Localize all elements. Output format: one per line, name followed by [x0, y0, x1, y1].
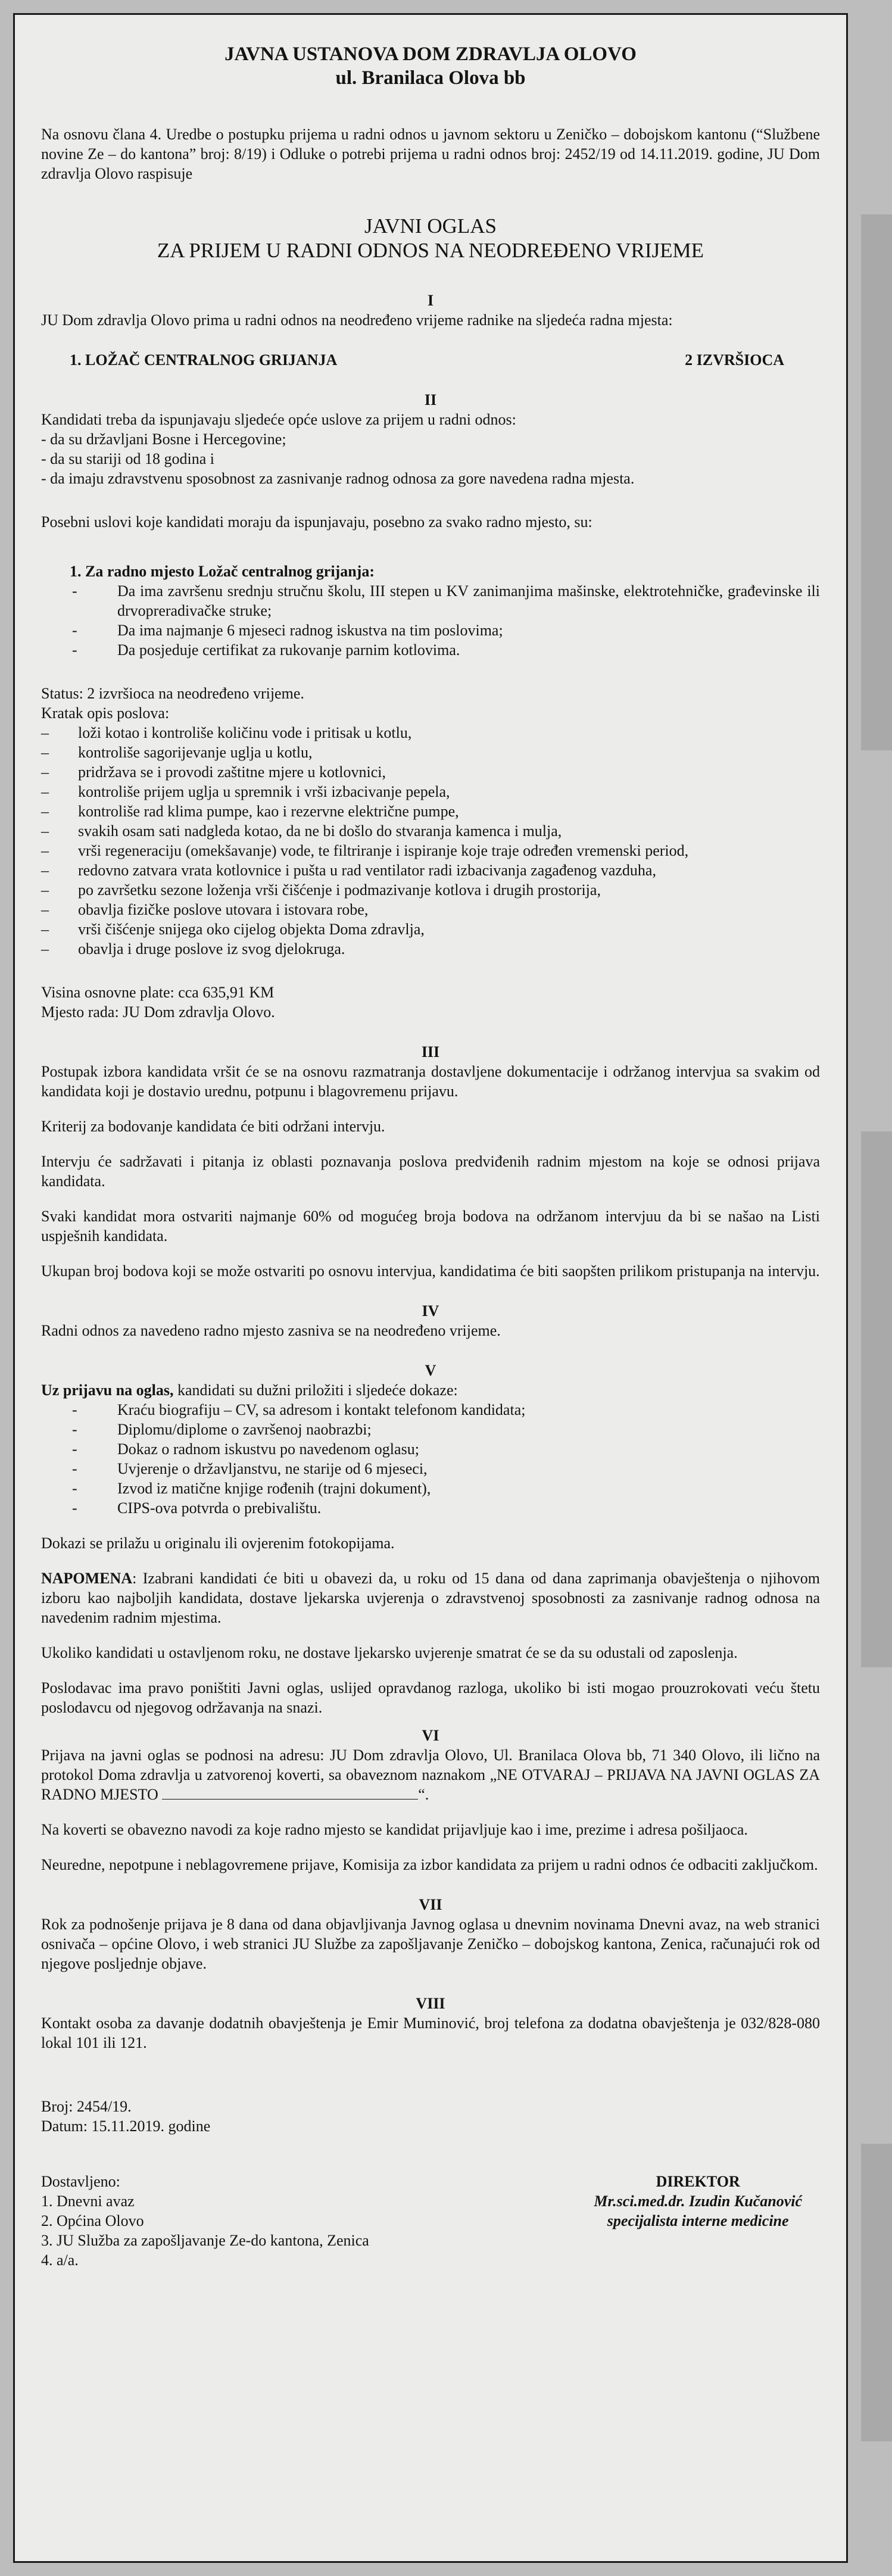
duty-item: – kontroliše prijem uglja u spremnik i vrši izbacivanje pepela, [41, 782, 820, 802]
section-1-text: JU Dom zdravlja Olovo prima u radni odnos na neodređeno vrijeme radnike na sljedeća radna mjesta: [41, 311, 673, 329]
rejection-note: Neuredne, nepotpune i neblagovremene prijave, Komisija za izbor kandidata za prijem u radni odnos će odbaciti zaključkom. [41, 1856, 818, 1873]
submission-address-end: “. [418, 1786, 429, 1803]
duties-list [41, 723, 820, 959]
position-blank-line [162, 1786, 418, 1800]
status-text: Status: 2 izvršioca na neodređeno vrijeme. [41, 685, 304, 702]
special-conditions-intro: Posebni uslovi koje kandidati moraju da ispunjavaju, posebno za svako radno mjesto, su: [41, 513, 592, 531]
required-document: - Uvjerenje o državljanstvu, ne starije od 6 mjeseci, [41, 1459, 820, 1479]
withdrawal-note: Ukoliko kandidati u ostavljenom roku, ne dostave ljekarsko uvjerenje smatrat će se da su odustali od zaposlenja. [41, 1644, 738, 1661]
section-number-5: V [425, 1362, 436, 1379]
interview-content: Intervju će sadržavati i pitanja iz oblasti poznavanja poslova predviđenih radnim mjestom na koje se odnosi prijava kandidata. [41, 1153, 820, 1190]
distribution-block [41, 2172, 369, 2270]
required-document: - Diplomu/diplome o završenoj naobrazbi; [41, 1420, 820, 1439]
special-condition: - Da ima završenu srednju stručnu školu, III stepen u KV zanimanjima mašinske, elektrotehničke, građevinske ili drvopreradivačke struke; [41, 581, 820, 620]
adjacent-page-bleed-top [861, 214, 892, 750]
submission-address-text: Prijava na javni oglas se podnosi na adresu: JU Dom zdravlja Olovo, Ul. Branilaca Olova bb, 71 340 Olovo, ili lično na protokol Doma zdravlja u zatvorenoj koverti, sa obaveznom naznakom „NE OTVARAJ – PRIJAVA NA JAVNI OGLAS ZA RADNO MJESTO [41, 1747, 820, 1803]
distribution-heading: Dostavljeno: [41, 2173, 120, 2190]
pass-threshold: Svaki kandidat mora ostvariti najmanje 60% od mogućeg broja bodova na održanom intervjuu da bi se našao na Listi uspješnih kandidata. [41, 1208, 820, 1245]
documents-originals-note: Dokazi se prilažu u originalu ili ovjerenim fotokopijama. [41, 1535, 395, 1552]
section-2-text: Kandidati treba da ispunjavaju sljedeće opće uslove za prijem u radni odnos: [41, 411, 516, 428]
section-number-1: I [427, 292, 434, 309]
duty-item: – kontroliše sagorijevanje uglja u kotlu, [41, 743, 820, 762]
signatory-title: specijalista interne medicine [607, 2212, 789, 2229]
note-text: : Izabrani kandidati će biti u obavezi da, u roku od 15 dana od dana zaprimanja obavještenja o njihovom izboru kao najboljih kandidata, dostave ljekarska uvjerenja o zdravstvenoj sposobnosti za zasnivanje radnog odnosa na navedenim radnim mjestima. [41, 1570, 820, 1626]
general-condition: - da imaju zdravstvenu sposobnost za zasnivanje radnog odnosa za gore navedena radna mjesta. [41, 469, 820, 488]
distribution-item: 4. a/a. [41, 2251, 79, 2269]
contact-text: Kontakt osoba za davanje dodatnih obavještenja je Emir Muminović, broj telefona za dodatna obavještenja je 032/828-080 lokal 101 ili 121. [41, 2014, 820, 2051]
required-document: - Kraću biografiju – CV, sa adresom i kontakt telefonom kandidata; [41, 1400, 820, 1420]
section-number-3: III [421, 1043, 440, 1061]
signatory-block [594, 2172, 820, 2270]
intro-paragraph: Na osnovu člana 4. Uredbe o postupku prijema u radni odnos u javnom sektoru u Zeničko – dobojskom kantonu (“Službene novine Ze – do kantona” broj: 8/19) i Odluke o potrebi prijema u radni odnos broj: 2452/19 od 14.11.2019. godine, JU Dom zdravlja Olovo raspisuje [41, 126, 820, 182]
section-number-4: IV [422, 1302, 439, 1320]
required-documents-lead-rest: kandidati su dužni priložiti i sljedeće dokaze: [173, 1381, 458, 1399]
general-condition: - da su državljani Bosne i Hercegovine; [41, 429, 820, 449]
public-notice-page [13, 13, 848, 2563]
org-name: JAVNA USTANOVA DOM ZDRAVLJA OLOVO [224, 43, 637, 65]
notice-subtitle: ZA PRIJEM U RADNI ODNOS NA NEODREĐENO VRIJEME [157, 239, 704, 262]
workplace-text: Mjesto rada: JU Dom zdravlja Olovo. [41, 1003, 275, 1021]
section-number-8: VIII [416, 1995, 445, 2012]
duty-item: – po završetku sezone loženja vrši čišćenje i podmazivanje kotlova i drugih prostorija, [41, 880, 820, 900]
total-points: Ukupan broj bodova koji se može ostvariti po osnovu intervjua, kandidatima će biti saopšten prilikom pristupanja na intervju. [41, 1262, 820, 1280]
general-condition: - da su stariji od 18 godina i [41, 449, 820, 469]
submission-address [41, 1745, 820, 1804]
distribution-item: 2. Općina Olovo [41, 2212, 144, 2229]
adjacent-page-bleed-mid [861, 1131, 892, 1667]
required-documents-lead [41, 1380, 820, 1400]
footer [41, 2172, 820, 2270]
deadline-text: Rok za podnošenje prijava je 8 dana od dana objavljivanja Javnog oglasa u dnevnim novinama Dnevni avaz, na web stranici osnivača – općine Olovo, i web stranici JU Službe za zapošljavanje Zeničko – dobojskog kantona, Zenica, računajući rok od njegove posljednje objave. [41, 1916, 820, 1972]
distribution-item: 3. JU Služba za zapošljavanje Ze-do kantona, Zenica [41, 2232, 369, 2249]
special-condition: - Da posjeduje certifikat za rukovanje parnim kotlovima. [41, 640, 820, 660]
org-address: ul. Branilaca Olova bb [335, 67, 526, 89]
section-number-7: VII [419, 1896, 442, 1913]
position-name: 1. LOŽAČ CENTRALNOG GRIJANJA [70, 351, 338, 369]
position-count: 2 IZVRŠIOCA [685, 351, 784, 369]
duty-item: – obavlja i druge poslove iz svog djelokruga. [41, 939, 820, 959]
note-paragraph [41, 1568, 820, 1627]
duty-item: – vrši čišćenje snijega oko cijelog objekta Doma zdravlja, [41, 919, 820, 939]
salary-text: Visina osnovne plate: cca 635,91 KM [41, 984, 275, 1001]
selection-procedure: Postupak izbora kandidata vršit će se na osnovu razmatranja dostavljene dokumentacije i održanog intervjua sa svakim od kandidata koji je dostavio urednu, potpunu i blagovremenu prijavu. [41, 1063, 820, 1100]
special-conditions-list [41, 581, 820, 660]
adjacent-page-bleed-bottom [861, 2144, 892, 2441]
required-document: - CIPS-ova potvrda o prebivalištu. [41, 1498, 820, 1518]
duty-item: – loži kotao i kontroliše količinu vode i pritisak u kotlu, [41, 723, 820, 743]
required-document: - Izvod iz matične knjige rođenih (trajni dokument), [41, 1479, 820, 1498]
reference-date: Datum: 15.11.2019. godine [41, 2117, 211, 2135]
section-4-text: Radni odnos za navedeno radno mjesto zasniva se na neodređeno vrijeme. [41, 1322, 501, 1339]
duty-item: – svakih osam sati nadgleda kotao, da ne bi došlo do stvaranja kamenca i mulja, [41, 821, 820, 841]
general-conditions-list [41, 429, 820, 488]
required-document: - Dokaz o radnom iskustvu po navedenom oglasu; [41, 1439, 820, 1459]
signatory-role: DIREKTOR [656, 2173, 740, 2190]
required-documents-list [41, 1400, 820, 1518]
notice-title: JAVNI OGLAS [364, 214, 497, 238]
reference-number: Broj: 2454/19. [41, 2098, 132, 2115]
duty-item: – kontroliše rad klima pumpe, kao i rezervne električne pumpe, [41, 802, 820, 821]
distribution-item: 1. Dnevni avaz [41, 2193, 135, 2210]
cancellation-note: Poslodavac ima pravo poništiti Javni oglas, uslijed opravdanog razloga, ukoliko bi isti mogao prouzrokovati veću štetu poslodavcu od njegovog održavanja na snazi. [41, 1679, 820, 1716]
duty-item: – redovno zatvara vrata kotlovnice i pušta u rad ventilator radi izbacivanja zagađenog vazduha, [41, 860, 820, 880]
scoring-criterion: Kriterij za bodovanje kandidata će biti održani intervju. [41, 1118, 385, 1135]
distribution-list [41, 2191, 369, 2270]
signatory-name: Mr.sci.med.dr. Izudin Kučanović [594, 2193, 802, 2210]
section-number-6: VI [422, 1727, 439, 1744]
note-label: NAPOMENA [41, 1570, 133, 1587]
duties-heading: Kratak opis poslova: [41, 704, 170, 722]
special-conditions-heading: 1. Za radno mjesto Ložač centralnog grijanja: [70, 563, 375, 580]
envelope-note: Na koverti se obavezno navodi za koje radno mjesto se kandidat prijavljuje kao i ime, prezime i adresa pošiljaoca. [41, 1821, 748, 1838]
position-row [41, 350, 820, 370]
special-condition: - Da ima najmanje 6 mjeseci radnog iskustva na tim poslovima; [41, 620, 820, 640]
duty-item: – obavlja fizičke poslove utovara i istovara robe, [41, 900, 820, 919]
section-number-2: II [424, 391, 437, 408]
required-documents-lead-bold: Uz prijavu na oglas, [41, 1381, 174, 1399]
duty-item: – pridržava se i provodi zaštitne mjere u kotlovnici, [41, 762, 820, 782]
duty-item: – vrši regeneraciju (omekšavanje) vode, te filtriranje i ispiranje koje traje određen vremenski period, [41, 841, 820, 860]
